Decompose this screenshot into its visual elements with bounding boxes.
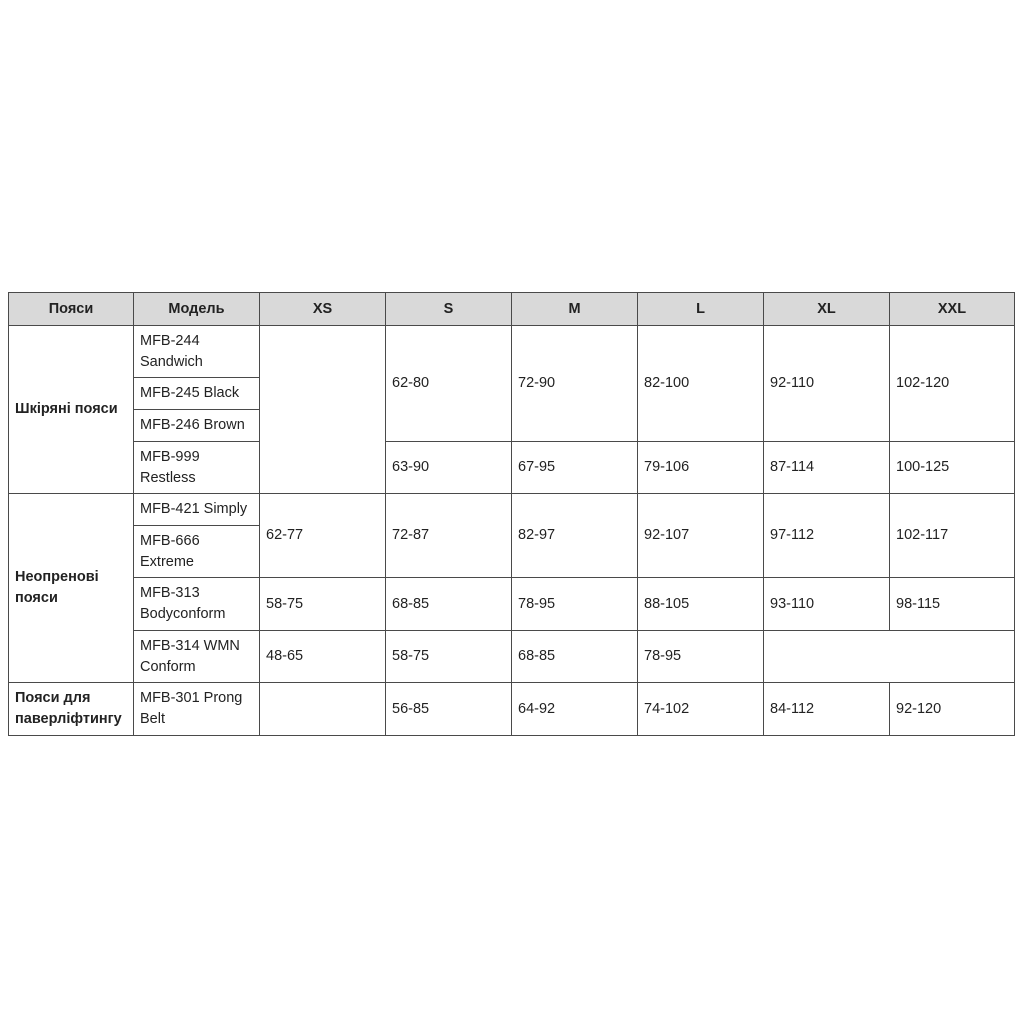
size-cell-l: 79-106: [638, 442, 764, 494]
header-model: Модель: [134, 293, 260, 326]
belt-size-table: [8, 292, 1015, 736]
size-cell-xl: 87-114: [764, 442, 890, 494]
size-cell-s: 72-87: [386, 494, 512, 578]
table-row: [9, 631, 1015, 683]
size-cell-l: 82-100: [638, 326, 764, 442]
size-cell-s: 63-90: [386, 442, 512, 494]
model-cell: MFB-421 Simply: [134, 494, 260, 526]
group-neoprene-belts: Неопренові пояси: [9, 494, 134, 683]
header-s: S: [386, 293, 512, 326]
table-row: [9, 442, 1015, 494]
size-cell-l: 92-107: [638, 494, 764, 578]
size-cell-xl: 84-112: [764, 683, 890, 736]
table-row: [9, 683, 1015, 736]
header-l: L: [638, 293, 764, 326]
header-xs: XS: [260, 293, 386, 326]
model-cell: MFB-314 WMN Conform: [134, 631, 260, 683]
size-cell-m: 78-95: [512, 578, 638, 631]
size-cell-l: 78-95: [638, 631, 764, 683]
model-cell: MFB-313 Bodyconform: [134, 578, 260, 631]
size-cell-xl-xxl-empty: [764, 631, 1015, 683]
size-cell-m: 64-92: [512, 683, 638, 736]
model-cell: MFB-244 Sandwich: [134, 326, 260, 378]
table-row: [9, 578, 1015, 631]
model-cell: MFB-999 Restless: [134, 442, 260, 494]
size-cell-xl: 97-112: [764, 494, 890, 578]
size-cell-xs: 48-65: [260, 631, 386, 683]
header-belts: Пояси: [9, 293, 134, 326]
group-powerlifting-belts: Пояси для паверліфтингу: [9, 683, 134, 736]
model-cell: MFB-245 Black: [134, 378, 260, 410]
header-m: M: [512, 293, 638, 326]
table-row: [9, 494, 1015, 526]
group-leather-belts: Шкіряні пояси: [9, 326, 134, 494]
size-cell-m: 82-97: [512, 494, 638, 578]
model-cell: MFB-246 Brown: [134, 410, 260, 442]
size-cell-m: 67-95: [512, 442, 638, 494]
size-cell-xxl: 100-125: [890, 442, 1015, 494]
size-cell-xl: 93-110: [764, 578, 890, 631]
size-cell-xxl: 102-117: [890, 494, 1015, 578]
size-cell-xs-empty: [260, 326, 386, 494]
size-cell-xxl: 102-120: [890, 326, 1015, 442]
size-cell-xxl: 92-120: [890, 683, 1015, 736]
model-cell: MFB-301 Prong Belt: [134, 683, 260, 736]
size-cell-m: 68-85: [512, 631, 638, 683]
size-cell-xs: 58-75: [260, 578, 386, 631]
size-cell-s: 56-85: [386, 683, 512, 736]
header-xxl: XXL: [890, 293, 1015, 326]
size-cell-s: 62-80: [386, 326, 512, 442]
size-cell-xs-empty: [260, 683, 386, 736]
size-cell-l: 88-105: [638, 578, 764, 631]
size-cell-s: 68-85: [386, 578, 512, 631]
size-cell-xxl: 98-115: [890, 578, 1015, 631]
size-cell-m: 72-90: [512, 326, 638, 442]
size-cell-l: 74-102: [638, 683, 764, 736]
header-xl: XL: [764, 293, 890, 326]
model-cell: MFB-666 Extreme: [134, 526, 260, 578]
header-row: [9, 293, 1015, 326]
size-cell-xs: 62-77: [260, 494, 386, 578]
size-cell-xl: 92-110: [764, 326, 890, 442]
size-cell-s: 58-75: [386, 631, 512, 683]
table-row: [9, 326, 1015, 378]
